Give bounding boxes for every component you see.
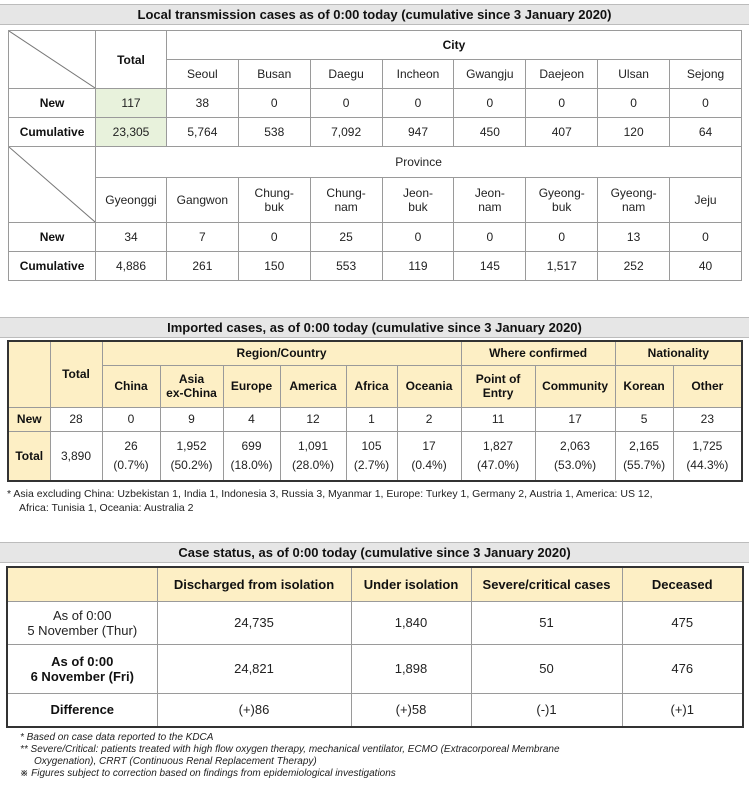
cell-value: 38 (166, 89, 238, 118)
cell-value: 0 (526, 223, 598, 252)
cell-value: 26 (0.7%) (102, 431, 160, 481)
table-row (8, 431, 742, 481)
city-name: Seoul (166, 60, 238, 89)
total-value: 3,890 (50, 431, 102, 481)
cell-value: 105 (2.7%) (346, 431, 397, 481)
cell-value: 5 (615, 407, 673, 431)
cell-value: 64 (670, 118, 742, 147)
column-header: Asia ex-China (160, 365, 223, 407)
percent-value: (0.7%) (113, 458, 149, 473)
cell-value: 1,840 (351, 601, 471, 644)
cell-value: 699 (18.0%) (223, 431, 280, 481)
status-corner-cell (7, 567, 157, 601)
cell-value: 407 (526, 118, 598, 147)
cell-value: 17 (0.4%) (397, 431, 461, 481)
cell-value: 0 (670, 223, 742, 252)
cell-value: 1,952 (50.2%) (160, 431, 223, 481)
cell-value: 145 (454, 252, 526, 281)
province-name: Gyeong- buk (526, 178, 598, 223)
column-header: Severe/critical cases (471, 567, 622, 601)
cell-value: 5,764 (166, 118, 238, 147)
imported-footnote: * Asia excluding China: Uzbekistan 1, India 1, Indonesia 3, Russia 3, Myanmar 1, Europe: Turkey 1, Germany 2, Austria 1, America: US 12, Africa: Tunisia 1, Oceania: Australia 2 (7, 488, 653, 514)
local-cases-table (8, 30, 742, 281)
cell-value: 34 (96, 223, 167, 252)
total-value: 117 (96, 89, 167, 118)
province-name: Chung- nam (310, 178, 382, 223)
percent-value: (50.2%) (170, 458, 213, 473)
cell-value: 7 (166, 223, 238, 252)
column-header: Africa (346, 365, 397, 407)
cell-value: 0 (454, 223, 526, 252)
city-header: City (166, 31, 741, 60)
cell-value: 0 (310, 89, 382, 118)
cell-value: 1,091 (28.0%) (280, 431, 346, 481)
column-header: Europe (223, 365, 280, 407)
region-header: Region/Country (102, 341, 461, 365)
cell-value: 1,827 (47.0%) (461, 431, 535, 481)
cell-value: 0 (454, 89, 526, 118)
cell-value: 0 (670, 89, 742, 118)
cell-value: (+)86 (157, 693, 351, 727)
cell-value: (+)1 (622, 693, 743, 727)
city-name: Daegu (310, 60, 382, 89)
percent-value: (0.4%) (411, 458, 447, 473)
case-status-table (6, 566, 744, 728)
city-name: Sejong (670, 60, 742, 89)
row-label: Cumulative (9, 252, 96, 281)
cell-value: 0 (382, 89, 454, 118)
cell-value: 475 (622, 601, 743, 644)
province-name: Gangwon (166, 178, 238, 223)
table-row (7, 644, 743, 693)
column-header: Deceased (622, 567, 743, 601)
cell-value: 553 (310, 252, 382, 281)
cell-value: 1,517 (526, 252, 598, 281)
cell-value: 7,092 (310, 118, 382, 147)
table-row (9, 118, 742, 147)
city-name: Busan (238, 60, 310, 89)
imported-table-title: Imported cases, as of 0:00 today (cumulative since 3 January 2020) (0, 317, 749, 338)
cell-value: 0 (382, 223, 454, 252)
local-corner-cell (9, 31, 96, 89)
cell-value: 24,821 (157, 644, 351, 693)
column-header: America (280, 365, 346, 407)
province-corner-cell (9, 147, 96, 223)
cell-value: 0 (598, 89, 670, 118)
cell-value: 25 (310, 223, 382, 252)
cell-value: 1,725 (44.3%) (673, 431, 742, 481)
column-header: Under isolation (351, 567, 471, 601)
cell-value: 450 (454, 118, 526, 147)
cell-value: 51 (471, 601, 622, 644)
province-name: Jeon- nam (454, 178, 526, 223)
row-label: New (8, 407, 50, 431)
city-name: Incheon (382, 60, 454, 89)
cell-value: 120 (598, 118, 670, 147)
cell-value: 50 (471, 644, 622, 693)
percent-value: (28.0%) (291, 458, 335, 473)
percent-value: (55.7%) (623, 458, 666, 473)
row-label: Total (8, 431, 50, 481)
table-row (9, 252, 742, 281)
cell-value: 947 (382, 118, 454, 147)
column-header: Other (673, 365, 742, 407)
column-header: Point of Entry (461, 365, 535, 407)
cell-value: 17 (535, 407, 615, 431)
cell-value: 23 (673, 407, 742, 431)
cell-value: 2,063 (53.0%) (535, 431, 615, 481)
cell-value: 150 (238, 252, 310, 281)
row-label: As of 0:00 5 November (Thur) (7, 601, 157, 644)
province-name: Jeon- buk (382, 178, 454, 223)
cell-value: 119 (382, 252, 454, 281)
province-name: Gyeonggi (96, 178, 167, 223)
percent-value: (18.0%) (230, 458, 273, 473)
cell-value: 9 (160, 407, 223, 431)
row-label: New (9, 223, 96, 252)
column-header: China (102, 365, 160, 407)
cell-value: 1,898 (351, 644, 471, 693)
cell-value: 0 (238, 223, 310, 252)
cell-value: 261 (166, 252, 238, 281)
row-label: As of 0:00 6 November (Fri) (7, 644, 157, 693)
cell-value: 538 (238, 118, 310, 147)
nationality-header: Nationality (615, 341, 742, 365)
cell-value: 0 (238, 89, 310, 118)
total-value: 23,305 (96, 118, 167, 147)
cell-value: 0 (102, 407, 160, 431)
imported-total-header: Total (50, 341, 102, 407)
cell-value: 13 (598, 223, 670, 252)
imported-corner-cell (8, 341, 50, 407)
province-header: Province (96, 147, 742, 178)
city-name: Daejeon (526, 60, 598, 89)
table-row (9, 89, 742, 118)
city-name: Gwangju (454, 60, 526, 89)
row-label: Difference (7, 693, 157, 727)
column-header: Korean (615, 365, 673, 407)
table-row (7, 693, 743, 727)
status-table-title: Case status, as of 0:00 today (cumulative since 3 January 2020) (0, 542, 749, 563)
cell-value: 11 (461, 407, 535, 431)
cell-value: 4 (223, 407, 280, 431)
city-name: Ulsan (598, 60, 670, 89)
row-label: New (9, 89, 96, 118)
cell-value: 12 (280, 407, 346, 431)
cell-value: 2 (397, 407, 461, 431)
cell-value: 4,886 (96, 252, 167, 281)
column-header: Discharged from isolation (157, 567, 351, 601)
row-label: Cumulative (9, 118, 96, 147)
percent-value: (47.0%) (477, 458, 520, 473)
percent-value: (2.7%) (353, 458, 390, 473)
where-confirmed-header: Where confirmed (461, 341, 615, 365)
cell-value: 24,735 (157, 601, 351, 644)
column-header: Community (535, 365, 615, 407)
percent-value: (44.3%) (686, 458, 729, 473)
total-value: 28 (50, 407, 102, 431)
local-total-header: Total (96, 31, 167, 89)
table-row (8, 407, 742, 431)
column-header: Oceania (397, 365, 461, 407)
cell-value: (+)58 (351, 693, 471, 727)
cell-value: 40 (670, 252, 742, 281)
cell-value: 2,165 (55.7%) (615, 431, 673, 481)
cell-value: 1 (346, 407, 397, 431)
imported-cases-table (7, 340, 743, 482)
table-row (7, 601, 743, 644)
province-name: Jeju (670, 178, 742, 223)
status-notes: * Based on case data reported to the KDCA ** Severe/Critical: patients treated with high flow oxygen therapy, mechanical ventilator, ECMO (Extracorporeal Membrane Oxygenation), CRRT (Continuous Renal Replacement Therapy) ※ Figures subject to correction based on findings from epidemiological investigations (20, 732, 560, 779)
cell-value: 252 (598, 252, 670, 281)
table-row (9, 223, 742, 252)
percent-value: (53.0%) (554, 458, 597, 473)
cell-value: 0 (526, 89, 598, 118)
province-name: Gyeong- nam (598, 178, 670, 223)
cell-value: (-)1 (471, 693, 622, 727)
local-table-title: Local transmission cases as of 0:00 today (cumulative since 3 January 2020) (0, 4, 749, 25)
province-name: Chung- buk (238, 178, 310, 223)
cell-value: 476 (622, 644, 743, 693)
